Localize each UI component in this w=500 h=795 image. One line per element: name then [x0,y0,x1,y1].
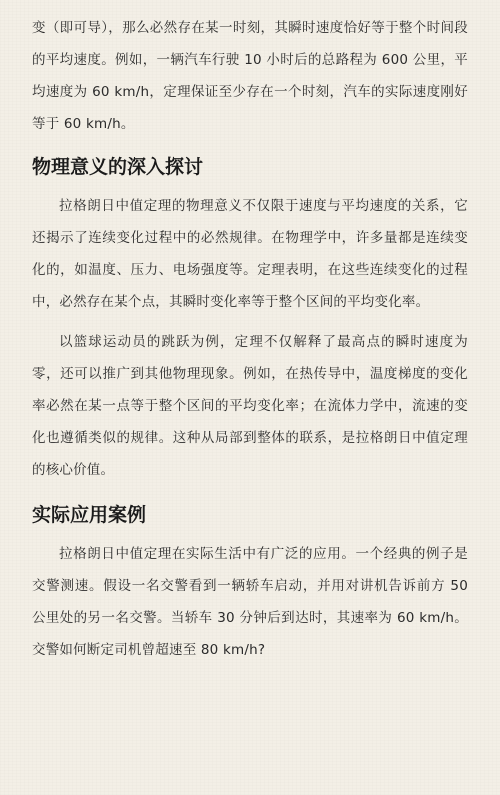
paragraph-spacer [32,318,468,326]
physics-paragraph-1: 拉格朗日中值定理的物理意义不仅限于速度与平均速度的关系，它还揭示了连续变化过程中的必然规律。在物理学中，许多量都是连续变化的，如温度、压力、电场强度等。定理表明，在这些连续变化的过程中，必然存在某个点，其瞬时变化率等于整个区间的平均变化率。 [32,198,468,310]
section-heading-physics: 物理意义的深入探讨 [32,156,204,178]
section-heading-application: 实际应用案例 [32,504,147,526]
application-paragraph-1: 拉格朗日中值定理在实际生活中有广泛的应用。一个经典的例子是交警测速。假设一名交警看到一辆轿车启动，并用对讲机告诉前方 50 公里处的另一名交警。当轿车 30 分钟后到达时，其速率为 60 km/h。交警如何断定司机曾超速至 80 km/h? [32,546,468,658]
physics-paragraph-2: 以篮球运动员的跳跃为例，定理不仅解释了最高点的瞬时速度为零，还可以推广到其他物理现象。例如，在热传导中，温度梯度的变化率必然在某一点等于整个区间的平均变化率；在流体力学中，流速的变化也遵循类似的规律。这种从局部到整体的联系，是拉格朗日中值定理的核心价值。 [32,334,468,478]
intro-paragraph: 变（即可导），那么必然存在某一时刻，其瞬时速度恰好等于整个时间段的平均速度。例如，一辆汽车行驶 10 小时后的总路程为 600 公里，平均速度为 60 km/h，定理保证至少存在一个时刻，汽车的实际速度刚好等于 60 km/h。 [32,20,468,132]
